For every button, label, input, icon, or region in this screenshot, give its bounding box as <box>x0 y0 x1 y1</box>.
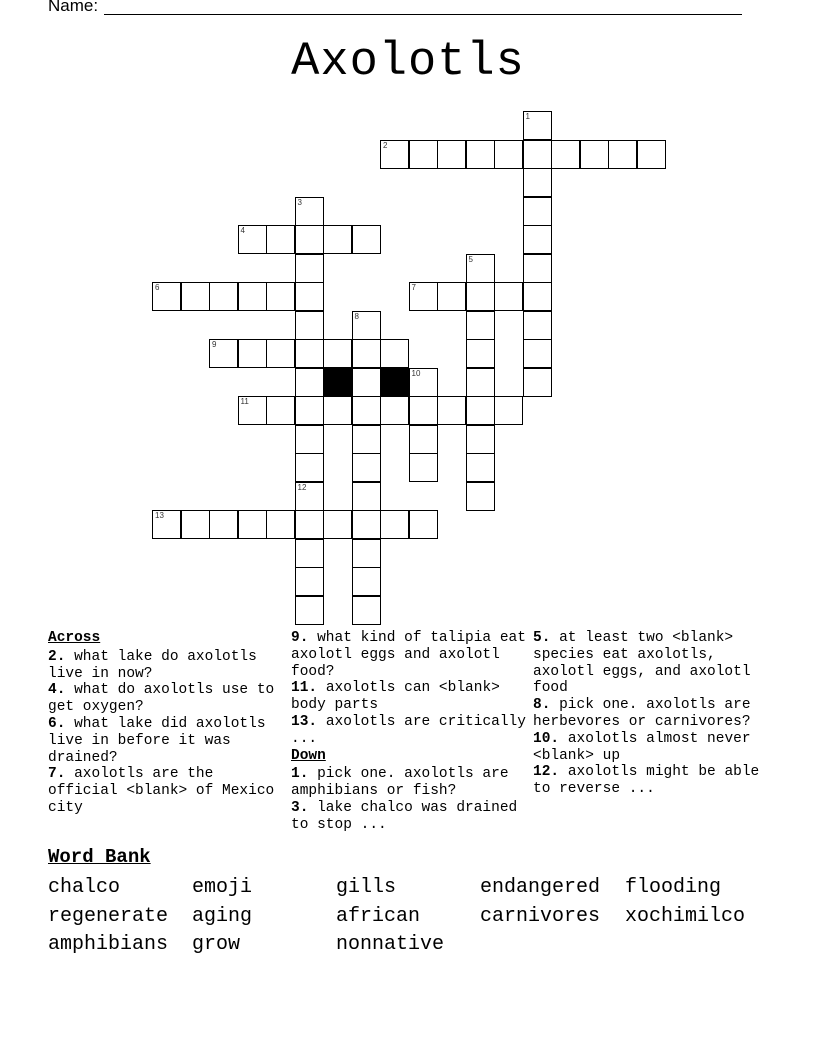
grid-cell[interactable] <box>352 482 381 511</box>
grid-cell[interactable] <box>152 282 181 311</box>
clue-across-6: 6. what lake did axolotls live in before it was drained? <box>48 715 266 766</box>
clues-column-1 <box>48 630 280 817</box>
clue-down-12: 12. axolotls might be able to reverse ... <box>533 764 760 798</box>
clue-number: 8 <box>354 311 359 321</box>
clue-number: 3 <box>297 197 302 207</box>
grid-cell[interactable] <box>295 396 324 425</box>
name-line[interactable] <box>104 14 742 15</box>
clue-down-3: 3. lake chalco was drained to stop ... <box>291 799 518 833</box>
grid-cell[interactable] <box>238 225 267 254</box>
grid-cell[interactable] <box>380 396 409 425</box>
word-bank-item: african <box>336 904 421 928</box>
grid-cell[interactable] <box>181 510 210 539</box>
clue-down-5: 5. at least two <blank> species eat axolotls, axolotl eggs, and axolotl food <box>533 630 751 697</box>
word-bank-item: gills <box>336 876 397 899</box>
grid-cell[interactable] <box>209 282 238 311</box>
grid-cell[interactable] <box>295 225 324 254</box>
grid-cell[interactable] <box>494 140 523 169</box>
grid-cell[interactable] <box>295 425 324 454</box>
clue-down-10: 10. axolotls almost never <blank> up <box>533 730 751 764</box>
grid-cell[interactable] <box>523 254 552 283</box>
grid-cell[interactable] <box>466 339 495 368</box>
grid-cell[interactable] <box>466 140 495 169</box>
grid-cell[interactable] <box>295 254 324 283</box>
word-bank-title: Word Bank <box>48 846 151 868</box>
grid-cell[interactable] <box>266 510 295 539</box>
grid-cell[interactable] <box>352 225 381 254</box>
word-bank-item: chalco <box>48 876 121 899</box>
grid-cell[interactable] <box>352 510 381 539</box>
grid-cell[interactable] <box>466 396 495 425</box>
grid-cell[interactable] <box>266 339 295 368</box>
grid-cell[interactable] <box>523 197 552 226</box>
word-bank-item: nonnative <box>336 933 445 956</box>
grid-cell[interactable] <box>295 197 324 226</box>
grid-cell[interactable] <box>352 396 381 425</box>
grid-cell[interactable] <box>295 311 324 340</box>
clue-across-2: 2. what lake do axolotls live in now? <box>48 648 257 682</box>
name-label: Name: <box>48 0 99 15</box>
clue-number: 4 <box>240 226 245 235</box>
clue-number: 6 <box>155 283 160 292</box>
grid-cell[interactable] <box>437 396 466 425</box>
grid-cell[interactable] <box>523 140 552 169</box>
grid-cell[interactable] <box>295 453 324 482</box>
grid-cell[interactable] <box>466 254 495 283</box>
grid-cell[interactable] <box>152 510 181 539</box>
grid-cell[interactable] <box>352 425 381 454</box>
grid-cell[interactable] <box>409 282 438 311</box>
clue-number: 10 <box>411 368 421 378</box>
black-cell <box>323 368 352 397</box>
word-bank-item: xochimilco <box>625 904 746 928</box>
clue-across-7: 7. axolotls are the official <blank> of Mexico city <box>48 766 275 816</box>
grid-cell[interactable] <box>380 510 409 539</box>
grid-cell[interactable] <box>380 339 409 368</box>
grid-cell[interactable] <box>266 396 295 425</box>
grid-cell[interactable] <box>295 339 324 368</box>
grid-cell[interactable] <box>323 225 352 254</box>
across-heading: Across <box>48 630 101 646</box>
grid-cell[interactable] <box>466 425 495 454</box>
grid-cell[interactable] <box>409 453 438 482</box>
grid-cell[interactable] <box>295 510 324 539</box>
grid-cell[interactable] <box>523 311 552 340</box>
grid-cell[interactable] <box>494 282 523 311</box>
grid-cell[interactable] <box>409 510 438 539</box>
grid-cell[interactable] <box>323 510 352 539</box>
grid-cell[interactable] <box>266 225 295 254</box>
word-bank-item: aging <box>192 904 253 928</box>
word-bank <box>48 874 770 960</box>
clue-number: 12 <box>297 482 307 492</box>
grid-cell[interactable] <box>466 482 495 511</box>
grid-cell[interactable] <box>352 311 381 340</box>
grid-cell[interactable] <box>466 453 495 482</box>
grid-cell[interactable] <box>295 539 324 568</box>
grid-cell[interactable] <box>466 368 495 397</box>
clues-column-3 <box>533 630 773 798</box>
grid-cell[interactable] <box>209 339 238 368</box>
grid-cell[interactable] <box>409 425 438 454</box>
grid-cell[interactable] <box>551 140 580 169</box>
word-bank-item: grow <box>192 933 241 956</box>
grid-cell[interactable] <box>580 140 609 169</box>
word-bank-item: amphibians <box>48 933 169 956</box>
clue-down-8: 8. pick one. axolotls are herbevores or carnivores? <box>533 697 751 730</box>
grid-cell[interactable] <box>295 368 324 397</box>
grid-cell[interactable] <box>295 596 324 625</box>
grid-cell[interactable] <box>523 111 552 140</box>
grid-cell[interactable] <box>380 140 409 169</box>
grid-cell[interactable] <box>238 510 267 539</box>
grid-cell[interactable] <box>494 396 523 425</box>
clue-number: 1 <box>525 112 530 121</box>
grid-cell[interactable] <box>209 510 238 539</box>
clue-down-1: 1. pick one. axolotls are amphibians or fish? <box>291 766 509 800</box>
grid-cell[interactable] <box>266 282 295 311</box>
word-bank-item: carnivores <box>480 904 601 928</box>
down-heading: Down <box>291 747 326 764</box>
grid-cell[interactable] <box>238 282 267 311</box>
grid-cell[interactable] <box>352 596 381 625</box>
grid-cell[interactable] <box>523 225 552 254</box>
grid-cell[interactable] <box>523 339 552 368</box>
clue-across-13: 13. axolotls are critically ... <box>291 713 526 747</box>
grid-cell[interactable] <box>523 282 552 311</box>
grid-cell[interactable] <box>352 539 381 568</box>
grid-cell[interactable] <box>352 368 381 397</box>
word-bank-item: emoji <box>192 876 253 899</box>
grid-cell[interactable] <box>295 282 324 311</box>
grid-cell[interactable] <box>352 567 381 596</box>
clue-number: 2 <box>383 140 388 150</box>
grid-cell[interactable] <box>409 368 438 397</box>
grid-cell[interactable] <box>323 396 352 425</box>
grid-cell[interactable] <box>409 140 438 169</box>
grid-cell[interactable] <box>295 482 324 511</box>
clue-across-11: 11. axolotls can <blank> body parts <box>291 680 500 714</box>
clue-across-9: 9. what kind of talipia eat axolotl eggs and axolotl food? <box>291 630 526 680</box>
clue-number: 7 <box>411 283 416 292</box>
page-title: Axolotls <box>291 36 525 89</box>
grid-cell[interactable] <box>238 396 267 425</box>
grid-cell[interactable] <box>352 339 381 368</box>
grid-cell[interactable] <box>352 453 381 482</box>
black-cell <box>380 368 409 397</box>
word-bank-item: flooding <box>625 876 722 899</box>
grid-cell[interactable] <box>466 282 495 311</box>
grid-cell[interactable] <box>437 140 466 169</box>
clue-number: 11 <box>240 397 249 406</box>
grid-cell[interactable] <box>637 140 666 169</box>
grid-cell[interactable] <box>608 140 637 169</box>
grid-cell[interactable] <box>466 311 495 340</box>
grid-cell[interactable] <box>523 168 552 197</box>
clue-number: 5 <box>468 254 473 264</box>
clue-number: 13 <box>155 511 164 520</box>
grid-cell[interactable] <box>323 339 352 368</box>
grid-cell[interactable] <box>295 567 324 596</box>
grid-cell[interactable] <box>409 396 438 425</box>
clues-column-2 <box>291 630 526 834</box>
grid-cell[interactable] <box>238 339 267 368</box>
word-bank-item: regenerate <box>48 904 169 928</box>
grid-cell[interactable] <box>181 282 210 311</box>
clue-across-4: 4. what do axolotls use to get oxygen? <box>48 682 275 716</box>
grid-cell[interactable] <box>523 368 552 397</box>
clue-number: 9 <box>212 340 217 349</box>
grid-cell[interactable] <box>437 282 466 311</box>
word-bank-item: endangered <box>480 876 601 899</box>
